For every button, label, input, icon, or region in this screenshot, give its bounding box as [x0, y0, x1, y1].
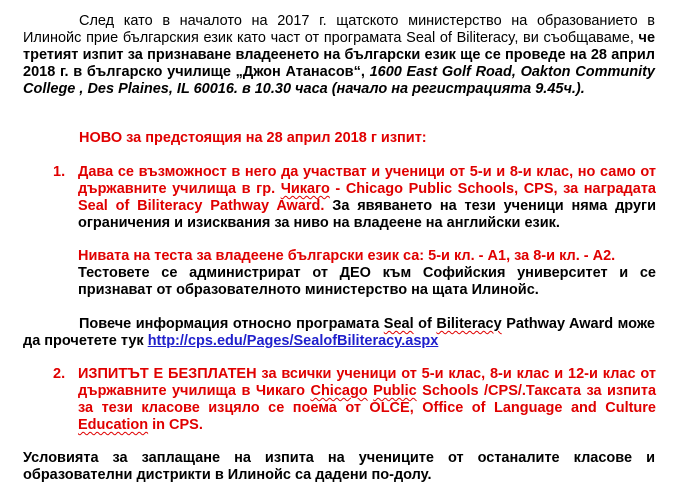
list-item-1 [53, 164, 656, 232]
conditions-paragraph: Условията за заплащане на изпита на учениците от останалите класове и образователни дистрикти в Илинойс са дадени по-долу. [23, 450, 655, 483]
seal-word: Seal [383, 316, 414, 332]
more-info-text: Повече информация относно програмата [79, 316, 384, 332]
biliteracy-word: Biliteracy [436, 316, 502, 332]
intro-bold-text: че третият изпит за признаване владеенето на български език ще се проведе на 28 април 2018 г. в българско училище „Джон Атанасов“, [23, 30, 656, 80]
item1-red-text-2: - Chicago Public Schools, CPS, за наградата Seal of Biliteracy Pathway Award. [78, 181, 656, 214]
item1-red-text: Дава се възможност в него да участват и ученици от 5-и и 8-и клас, но само от държавните училища в гр. [78, 164, 656, 197]
item2-education-word: Education [78, 417, 149, 433]
item1-chicago-word: Чикаго [280, 181, 330, 197]
list-item-2-number: 2. [53, 366, 66, 382]
more-info-text-2: Pathway Award може да прочетете тук [23, 316, 655, 349]
of-word: of [413, 316, 437, 332]
list-item-1-number: 1. [53, 164, 66, 180]
item2-red-text-2: Schools /CPS/. [416, 383, 526, 399]
item2-fee-text-2: in CPS. [148, 417, 203, 433]
more-info-paragraph [23, 316, 655, 350]
news-heading: НОВО за предстоящия на 28 април 2018 г изпит: [79, 130, 427, 146]
intro-normal-text: След като в началото на 2017 г. щатското министерство на образованието в Илинойс прие българския език като част от програмата Seal of Biliteracy, ви съобщаваме, [23, 13, 655, 46]
item2-chicago-word: Chicago [310, 383, 368, 399]
item2-fee-text: Таксата за изпита за тези класове изцяло се поема от OLCE, Office of Language and Culture [78, 383, 657, 416]
seal-of-biliteracy-link[interactable]: http://cps.edu/Pages/SealofBiliteracy.aspx [147, 333, 439, 349]
list-item-2 [53, 366, 657, 434]
admin-text: Тестовете се администрират от ДЕО към Софийския университет и се признават от образователното министерство на щата Илинойс. [78, 265, 656, 298]
item2-public-word: Public [373, 383, 417, 399]
admin-paragraph [78, 265, 656, 299]
item1-bold-text: За явяването на тези ученици няма други ограничения и изисквания за ниво на владеене на английски език. [78, 198, 656, 231]
intro-paragraph [23, 13, 655, 98]
levels-line: Нивата на теста за владеене български език са: 5-и кл. - А1, за 8-и кл. - А2. [78, 248, 616, 264]
intro-address-text: 1600 East Golf Road, Oakton Community College , Des Plaines, IL 60016. в 10.30 часа (начало на регистрацията 9.45ч.). [23, 64, 655, 97]
item2-red-text: ИЗПИТЪТ Е БЕЗПЛАТЕН за всички ученици от 5-и клас, 8-и клас и 12-и клас от държавните училища в Чикаго [78, 366, 656, 399]
